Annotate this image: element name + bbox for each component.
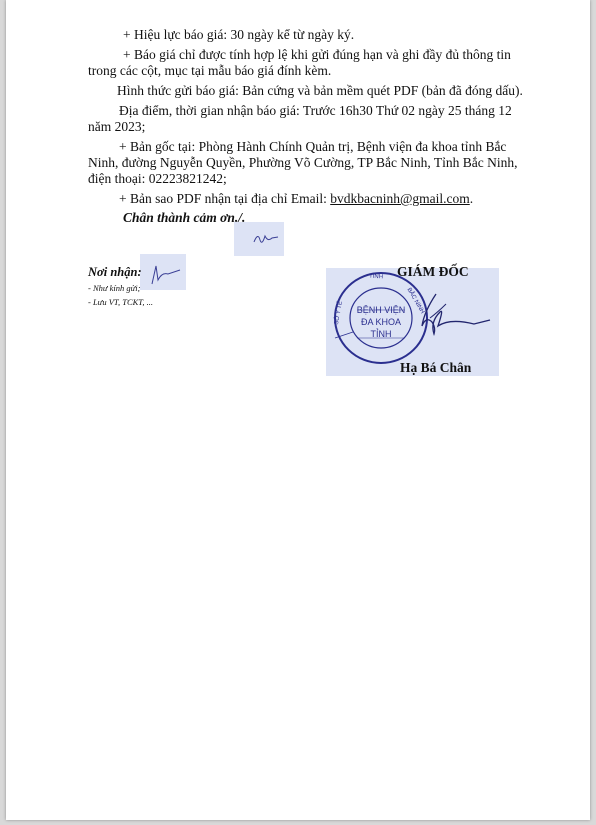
document-page bbox=[6, 0, 590, 820]
recipient-item: - Như kính gửi; bbox=[88, 283, 141, 293]
director-title: GIÁM ĐỐC bbox=[397, 264, 469, 279]
deadline-line: Địa điểm, thời gian nhận báo giá: Trước 16h30 Thứ 02 ngày 25 tháng 12 bbox=[119, 103, 512, 118]
email-label: + Bản sao PDF nhận tại địa chỉ Email: bbox=[119, 191, 331, 206]
validity-line: + Hiệu lực báo giá: 30 ngày kể từ ngày ký. bbox=[123, 27, 355, 42]
seal-center-line: TỈNH bbox=[370, 329, 392, 339]
seal-center-line: ĐA KHOA bbox=[360, 317, 401, 327]
director-name: Hạ Bá Chân bbox=[400, 360, 472, 375]
seal-center-line: BỆNH VIỆN bbox=[356, 305, 406, 315]
submission-format-line: Hình thức gửi báo giá: Bản cứng và bản mềm quét PDF (bản đã đóng dấu). bbox=[117, 83, 523, 98]
email-line bbox=[119, 191, 473, 207]
deadline-line-cont: năm 2023; bbox=[88, 119, 146, 134]
original-address-line-cont: Ninh, đường Nguyễn Quyền, Phường Võ Cường, TP Bắc Ninh, Tỉnh Bắc Ninh, bbox=[88, 155, 518, 170]
email-link[interactable]: bvdkbacninh@gmail.com bbox=[330, 191, 470, 206]
director-signature bbox=[414, 282, 494, 342]
initial-signature-mark bbox=[234, 222, 284, 256]
closing-line: Chân thành cảm ơn./. bbox=[123, 210, 246, 225]
validity-condition-line-cont: trong các cột, mục tại mẫu báo giá đính kèm. bbox=[88, 63, 332, 78]
validity-condition-line: + Báo giá chỉ được tính hợp lệ khi gửi đúng hạn và ghi đầy đủ thông tin bbox=[123, 47, 511, 62]
phone-line: điện thoại: 02223821242; bbox=[88, 171, 227, 186]
recipients-heading: Nơi nhận: bbox=[88, 265, 142, 279]
recipient-signature-mark bbox=[140, 254, 186, 290]
original-address-line: + Bản gốc tại: Phòng Hành Chính Quản trị, Bệnh viện đa khoa tỉnh Bắc bbox=[119, 139, 507, 154]
seal-left-text: SỞ Y TẾ bbox=[333, 300, 344, 326]
email-suffix: . bbox=[469, 191, 474, 206]
seal-right-text: BẮC NINH bbox=[405, 287, 426, 315]
recipient-item: - Lưu VT, TCKT, ... bbox=[88, 297, 154, 307]
seal-top-text: TỈNH bbox=[368, 273, 384, 281]
